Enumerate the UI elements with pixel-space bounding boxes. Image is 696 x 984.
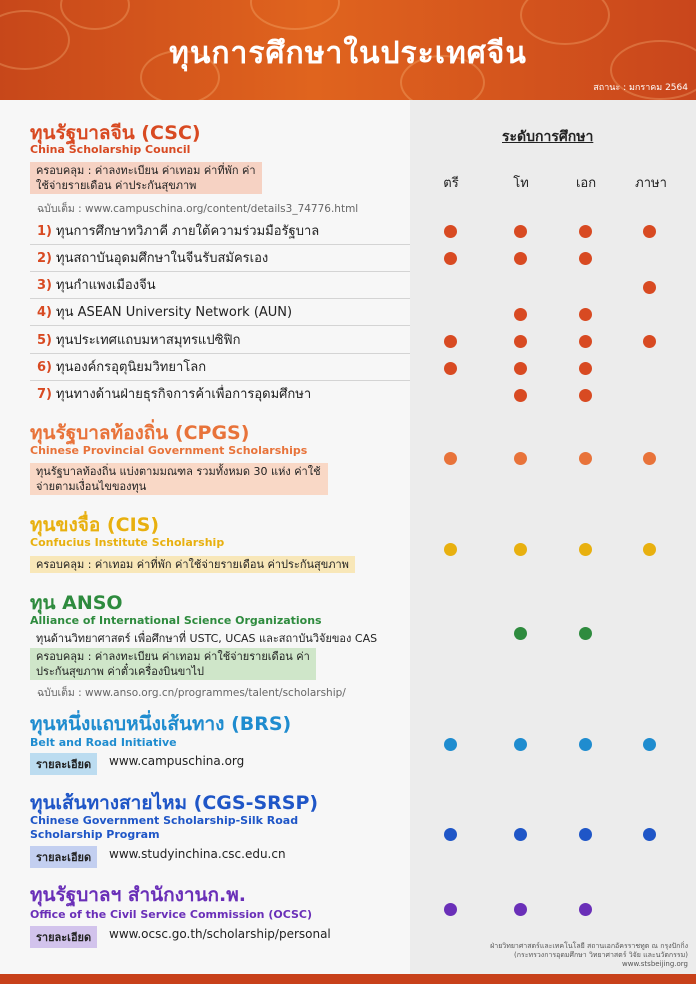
item-number: 5) xyxy=(37,333,52,348)
level-dot xyxy=(514,452,527,465)
level-dot xyxy=(514,543,527,556)
level-dot xyxy=(579,335,592,348)
level-dot xyxy=(579,543,592,556)
level-dot xyxy=(444,543,457,556)
cgs-subtitle-2: Scholarship Program xyxy=(30,828,160,841)
item-label: ทุนองค์กรอุตุนิยมวิทยาโลก xyxy=(56,360,207,375)
level-dot xyxy=(643,543,656,556)
level-dot xyxy=(579,389,592,402)
item-label: ทุนกำแพงเมืองจีน xyxy=(56,278,156,293)
list-item xyxy=(30,245,410,272)
level-dot xyxy=(579,738,592,751)
brs-url-link[interactable]: www.campuschina.org xyxy=(109,754,245,768)
brs-detail-tag: รายละเอียด xyxy=(30,753,97,775)
cgs-url-link[interactable]: www.studyinchina.csc.edu.cn xyxy=(109,847,286,861)
level-dot xyxy=(444,362,457,375)
item-number: 6) xyxy=(37,360,52,375)
ocsc-detail-tag: รายละเอียด xyxy=(30,926,97,948)
list-item xyxy=(30,272,410,299)
level-dot xyxy=(444,452,457,465)
list-item xyxy=(30,299,410,326)
level-dot xyxy=(643,225,656,238)
col-bachelor: ตรี xyxy=(443,176,459,191)
cgs-title: ทุนเส้นทางสายไหม (CGS-SRSP) xyxy=(30,792,319,814)
anso-note: ทุนด้านวิทยาศาสตร์ เพื่อศึกษาที่ USTC, UCAS และสถาบันวิจัยของ CAS xyxy=(36,632,378,645)
anso-subtitle: Alliance of International Science Organizations xyxy=(30,614,322,627)
item-number: 7) xyxy=(37,387,52,402)
cpgs-title: ทุนรัฐบาลท้องถิ่น (CPGS) xyxy=(30,422,250,444)
level-dot xyxy=(579,362,592,375)
brs-title: ทุนหนึ่งแถบหนึ่งเส้นทาง (BRS) xyxy=(30,713,292,735)
level-dot xyxy=(444,738,457,751)
item-number: 4) xyxy=(37,305,52,320)
level-dot xyxy=(579,828,592,841)
level-dot xyxy=(643,828,656,841)
col-doctorate: เอก xyxy=(575,176,597,191)
item-label: ทุน ASEAN University Network (AUN) xyxy=(56,305,293,320)
level-dot xyxy=(444,903,457,916)
level-dot xyxy=(643,738,656,751)
list-item xyxy=(30,327,410,354)
credit-line-2: (กระทรวงการอุดมศึกษา วิทยาศาสตร์ วิจัย และนวัตกรรม) xyxy=(514,951,688,959)
item-label: ทุนประเทศแถบมหาสมุทรแปซิฟิก xyxy=(56,333,241,348)
cgs-detail-tag: รายละเอียด xyxy=(30,846,97,868)
col-language: ภาษา xyxy=(635,176,667,191)
level-dot xyxy=(514,389,527,402)
credit-line-1: ฝ่ายวิทยาศาสตร์และเทคโนโลยี สถานเอกอัครราชทูต ณ กรุงปักกิ่ง xyxy=(490,942,688,950)
level-dot xyxy=(444,225,457,238)
level-dot xyxy=(514,903,527,916)
level-dot xyxy=(643,452,656,465)
level-dot xyxy=(514,738,527,751)
item-label: ทุนการศึกษาทวิภาคี ภายใต้ความร่วมมือรัฐบาล xyxy=(56,224,320,239)
cpgs-subtitle: Chinese Provincial Government Scholarships xyxy=(30,444,308,457)
level-dot xyxy=(514,252,527,265)
page-title: ทุนการศึกษาในประเทศจีน xyxy=(169,36,527,71)
level-dot xyxy=(579,225,592,238)
item-label: ทุนทางด้านฝ่ายธุรกิจการค้าเพื่อการอุดมศึกษา xyxy=(56,387,312,402)
level-dot xyxy=(643,281,656,294)
level-dot xyxy=(579,627,592,640)
level-dot xyxy=(579,452,592,465)
list-item xyxy=(30,381,410,408)
level-dot xyxy=(444,828,457,841)
level-dot xyxy=(444,335,457,348)
item-number: 1) xyxy=(37,224,52,239)
cloud-pattern xyxy=(250,0,340,30)
list-item xyxy=(30,218,410,245)
level-dot xyxy=(514,225,527,238)
list-item xyxy=(30,354,410,381)
ocsc-url-link[interactable]: www.ocsc.go.th/scholarship/personal xyxy=(109,927,331,941)
level-dot xyxy=(444,252,457,265)
status-date: สถานะ : มกราคม 2564 xyxy=(593,83,688,93)
cgs-subtitle-1: Chinese Government Scholarship-Silk Road xyxy=(30,814,299,827)
footer-bar xyxy=(0,974,696,984)
level-dot xyxy=(514,308,527,321)
levels-title: ระดับการศึกษา xyxy=(502,129,594,145)
level-dot xyxy=(579,308,592,321)
level-dot xyxy=(514,335,527,348)
level-dot xyxy=(643,335,656,348)
item-number: 2) xyxy=(37,251,52,266)
ocsc-title: ทุนรัฐบาลฯ สำนักงานก.พ. xyxy=(30,884,247,906)
level-dot xyxy=(579,903,592,916)
credit-line-3: www.stsbeijing.org xyxy=(622,960,688,968)
anso-original-link[interactable]: ฉบับเต็ม : www.anso.org.cn/programmes/talent/scholarship/ xyxy=(37,687,346,699)
csc-original-link[interactable]: ฉบับเต็ม : www.campuschina.org/content/details3_74776.html xyxy=(37,203,359,215)
csc-title: ทุนรัฐบาลจีน (CSC) xyxy=(30,122,201,144)
brs-subtitle: Belt and Road Initiative xyxy=(30,736,177,749)
cpgs-coverage: ทุนรัฐบาลท้องถิ่น แบ่งตามมณฑล รวมทั้งหมด 30 แห่ง ค่าใช้จ่ายตามเงื่อนไขของทุน xyxy=(30,463,328,495)
header-banner xyxy=(0,0,696,100)
csc-subtitle: China Scholarship Council xyxy=(30,143,191,156)
anso-coverage: ครอบคลุม : ค่าลงทะเบียน ค่าเทอม ค่าใช้จ่ายรายเดือน ค่าประกันสุขภาพ ค่าตั๋วเครื่องบินขาไป xyxy=(30,648,316,680)
level-dot xyxy=(514,627,527,640)
item-number: 3) xyxy=(37,278,52,293)
item-label: ทุนสถาบันอุดมศึกษาในจีนรับสมัครเอง xyxy=(56,251,269,266)
cis-subtitle: Confucius Institute Scholarship xyxy=(30,536,225,549)
col-master: โท xyxy=(513,176,529,191)
level-dot xyxy=(579,252,592,265)
cis-title: ทุนขงจื่อ (CIS) xyxy=(30,514,160,536)
ocsc-subtitle: Office of the Civil Service Commission (OCSC) xyxy=(30,908,313,921)
cis-coverage: ครอบคลุม : ค่าเทอม ค่าที่พัก ค่าใช้จ่ายรายเดือน ค่าประกันสุขภาพ xyxy=(30,556,355,573)
anso-title: ทุน ANSO xyxy=(30,592,123,614)
cloud-pattern xyxy=(60,0,130,30)
credit xyxy=(490,942,688,969)
csc-coverage: ครอบคลุม : ค่าลงทะเบียน ค่าเทอม ค่าที่พัก ค่าใช้จ่ายรายเดือน ค่าประกันสุขภาพ xyxy=(30,162,262,194)
level-dot xyxy=(514,828,527,841)
level-dot xyxy=(514,362,527,375)
